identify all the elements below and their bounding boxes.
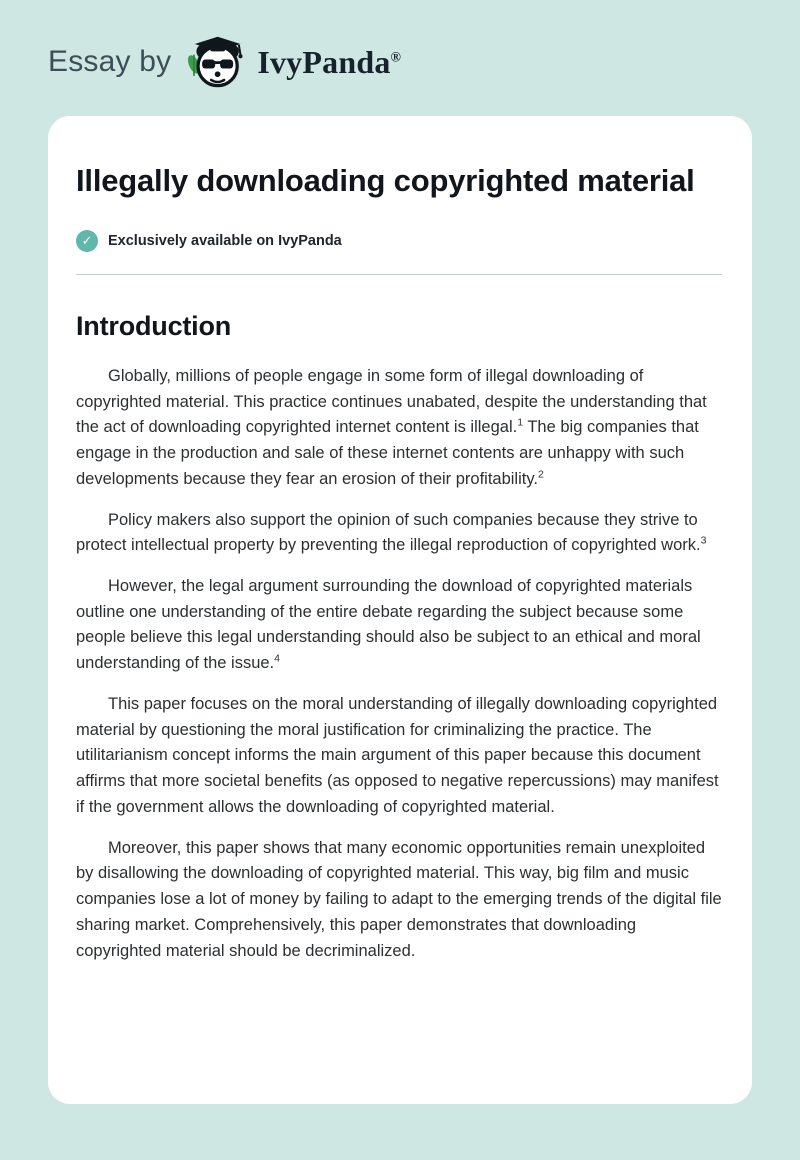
paragraph: This paper focuses on the moral understanding of illegally downloading copyrighted material by questioning the moral justification for criminalizing the practice. The utilitarianism concept informs the main argument of this paper because this document affirms that more societal benefits (as opposed to negative repercussions) may manifest if the government allows the downloading of copyrighted material.	[76, 694, 719, 816]
panda-graduate-icon	[185, 34, 247, 90]
paragraph: Moreover, this paper shows that many economic opportunities remain unexploited by disallowing the downloading of copyrighted material. This way, big film and music companies lose a lot of money by failing to adapt to the emerging trends of the digital file sharing market. Comprehensively, this paper demonstrates that downloading copyrighted material should be decriminalized.	[76, 838, 722, 960]
divider	[76, 274, 722, 275]
check-icon: ✓	[76, 230, 98, 252]
paragraph: Policy makers also support the opinion of such companies because they strive to protect intellectual property by preventing the illegal reproduction of copyrighted work.$^3$	[76, 510, 707, 555]
paragraph: However, the legal argument surrounding the download of copyrighted materials outline one understanding of the entire debate regarding the subject because some people believe this legal understanding should also be subject to an ethical and moral understanding of the issue.$^4$	[76, 576, 701, 673]
exclusive-badge-label: Exclusively available on IvyPanda	[108, 232, 342, 249]
exclusive-badge	[76, 230, 722, 252]
paragraph: Globally, millions of people engage in some form of illegal downloading of copyrighted material. This practice continues unabated, despite the understanding that the act of downloading copyrighted internet content is illegal.$^1$ The big companies that engage in the production and sale of these internet contents are unhappy with such developments because they fear an erosion of their profitability.$^2$	[76, 366, 707, 488]
footnote-ref: 1	[517, 416, 524, 429]
brand-name	[257, 44, 401, 81]
footnote-ref: 2	[537, 468, 544, 481]
essay-card	[48, 116, 752, 1104]
essay-body	[76, 364, 722, 964]
section-heading-introduction: Introduction	[76, 310, 232, 341]
footnote-ref: 4	[274, 652, 280, 665]
registered-mark: ®	[390, 49, 402, 65]
ivypanda-logo	[185, 34, 401, 90]
site-header	[0, 0, 800, 116]
essay-by-label: Essay by	[48, 45, 172, 78]
footnote-ref: 3	[700, 534, 707, 547]
brand-text: IvyPanda	[257, 43, 391, 80]
page-title: Illegally downloading copyrighted material	[76, 163, 695, 198]
